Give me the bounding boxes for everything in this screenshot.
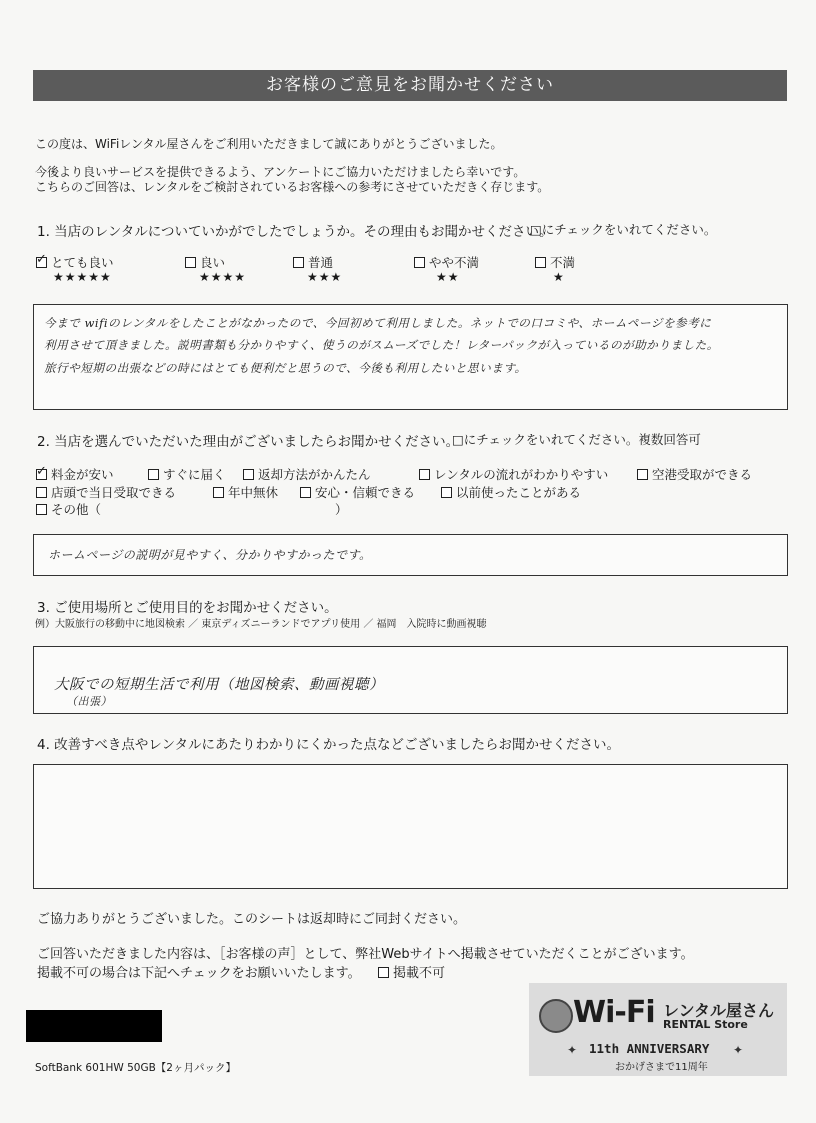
sparkle-icon: ✦ <box>733 1043 744 1057</box>
checkbox[interactable] <box>300 487 311 498</box>
q2-option-airport-pickup[interactable]: 空港受取ができる <box>637 465 752 483</box>
question-1-instruction: □にチェックをいれてください。 <box>530 222 717 237</box>
q2-option-easy-return[interactable]: 返却方法がかんたん <box>243 465 371 483</box>
publish-opt-out-instruction: 掲載不可の場合は下記へチェックをお願いいたします。 <box>37 966 361 981</box>
q3-answer-box[interactable] <box>33 646 788 714</box>
question-2-instruction: □にチェックをいれてください。複数回答可 <box>452 432 701 447</box>
checkbox[interactable] <box>243 469 254 480</box>
q3-answer-line-1: 大阪での短期生活で利用（地図検索、動画視聴） <box>54 677 384 693</box>
publish-notice: ご回答いただきました内容は、［お客様の声］として、弊社Webサイトへ掲載させていただくことがございます。 <box>37 947 694 962</box>
intro-line-2: 今後より良いサービスを提供できるよう、アンケートにご協力いただけましたら幸いです。 <box>35 165 526 179</box>
q1-answer-line-2: 利用させて頂きました。説明書類も分かりやすく、使うのがスムーズでした！レターパックが入っているのが助かりました。 <box>44 338 719 352</box>
checkbox[interactable] <box>148 469 159 480</box>
mascot-icon <box>539 999 573 1033</box>
q2-option-clear-flow[interactable]: レンタルの流れがわかりやすい <box>419 465 608 483</box>
question-4: 4. 改善すべき点やレンタルにあたりわかりにくかった点などございましたらお聞かせください。 <box>37 737 621 753</box>
logo-rental-jp: レンタル屋さん <box>663 1001 774 1020</box>
rating-stars: ★★★★ <box>199 270 247 284</box>
q1-option-average[interactable]: 普通 <box>293 253 333 271</box>
sparkle-icon: ✦ <box>567 1043 578 1057</box>
q1-option-dissatisfied[interactable]: 不満 <box>535 253 575 271</box>
page-title: お客様のご意見をお聞かせください <box>33 70 787 101</box>
logo-anniversary: 11th ANNIVERSARY <box>589 1041 710 1056</box>
checkbox[interactable] <box>414 257 425 268</box>
logo-anniversary-sub: おかげさまで11周年 <box>615 1062 708 1073</box>
q2-option-cheap[interactable]: ✓料金が安い <box>36 465 114 483</box>
company-logo <box>529 983 787 1076</box>
intro-line-3: こちらのご回答は、レンタルをご検討されているお客様への参考にさせていただきく存じます。 <box>35 180 550 194</box>
checkbox[interactable] <box>637 469 648 480</box>
checkbox[interactable] <box>293 257 304 268</box>
checkbox[interactable] <box>213 487 224 498</box>
checkbox[interactable] <box>185 257 196 268</box>
checkbox-checked[interactable] <box>36 257 47 268</box>
rating-stars: ★★★ <box>307 270 343 284</box>
checkbox-checked[interactable] <box>36 469 47 480</box>
rating-stars: ★★ <box>436 270 460 284</box>
rating-stars: ★★★★★ <box>53 270 112 284</box>
q2-option-trustworthy[interactable]: 安心・信頼できる <box>300 483 415 501</box>
checkbox[interactable] <box>36 487 47 498</box>
closing-thanks: ご協力ありがとうございました。このシートは返却時にご同封ください。 <box>37 912 467 927</box>
q2-other-close-paren: ） <box>335 502 348 517</box>
redacted-block <box>26 1010 162 1042</box>
plan-footnote: SoftBank 601HW 50GB【2ヶ月パック】 <box>35 1062 236 1074</box>
question-3: 3. ご使用場所とご使用目的をお聞かせください。 <box>37 600 338 616</box>
checkbox[interactable] <box>419 469 430 480</box>
no-publish-option[interactable]: 掲載不可 <box>378 962 445 981</box>
intro-line-1: この度は、WiFiレンタル屋さんをご利用いただきまして誠にありがとうございました。 <box>35 137 503 151</box>
logo-rental-en: RENTAL Store <box>663 1018 748 1031</box>
q1-answer-line-3: 旅行や短期の出張などの時にはとても便利だと思うので、今後も利用したいと思います。 <box>44 361 527 375</box>
q2-answer: ホームページの説明が見やすく、分かりやすかったです。 <box>48 548 372 562</box>
q2-option-other[interactable]: その他（ <box>36 500 101 518</box>
q2-option-same-day-store[interactable]: 店頭で当日受取できる <box>36 483 176 501</box>
checkbox[interactable] <box>36 504 47 515</box>
q1-option-good[interactable]: 良い <box>185 253 225 271</box>
q4-answer-box[interactable] <box>33 764 788 889</box>
q1-answer-box[interactable] <box>33 304 788 410</box>
checkbox[interactable] <box>535 257 546 268</box>
q3-example: 例）大阪旅行の移動中に地図検索 ／ 東京ディズニーランドでアプリ使用 ／ 福岡 入院時に動画視聴 <box>35 619 487 630</box>
q1-option-very-good[interactable]: ✓とても良い <box>36 253 114 271</box>
logo-wifi-text: Wi-Fi <box>573 995 655 1030</box>
q2-option-fast-delivery[interactable]: すぐに届く <box>148 465 226 483</box>
q2-option-used-before[interactable]: 以前使ったことがある <box>441 483 581 501</box>
q2-option-open-all-year[interactable]: 年中無休 <box>213 483 278 501</box>
q3-answer-line-2: （出張） <box>66 695 112 708</box>
q1-answer-line-1: 今まで wifiのレンタルをしたことがなかったので、今回初めて利用しました。ネットでの口コミや、ホームページを参考に <box>44 316 712 330</box>
question-1: 1. 当店のレンタルについていかがでしたでしょうか。その理由もお聞かせください。 <box>37 224 553 240</box>
checkbox[interactable] <box>378 967 389 978</box>
q1-option-somewhat-dissatisfied[interactable]: やや不満 <box>414 253 479 271</box>
q2-answer-box[interactable] <box>33 534 788 576</box>
rating-stars: ★ <box>553 270 565 284</box>
question-2: 2. 当店を選んでいただいた理由がございましたらお聞かせください。 <box>37 434 460 450</box>
checkbox[interactable] <box>441 487 452 498</box>
